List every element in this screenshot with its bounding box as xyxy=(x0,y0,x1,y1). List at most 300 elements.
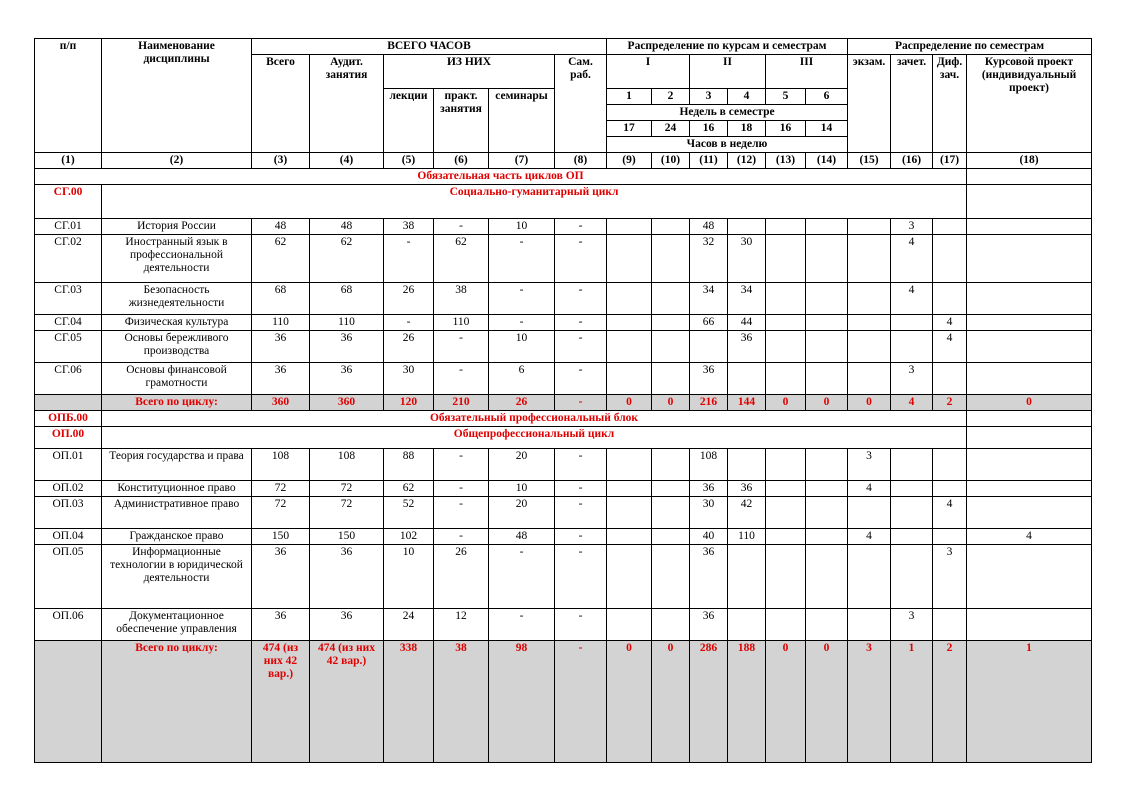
header-weeks-3: 16 xyxy=(690,121,728,137)
discipline-name: Теория государства и права xyxy=(102,449,252,481)
cycle-total-value: 0 xyxy=(607,641,652,763)
discipline-name: Административное право xyxy=(102,497,252,529)
column-number: (7) xyxy=(489,153,555,169)
hours-cell xyxy=(607,363,652,395)
discipline-name: Иностранный язык в профессиональной деятельности xyxy=(102,235,252,283)
hours-cell xyxy=(933,449,967,481)
header-total: Всего xyxy=(252,55,310,153)
hours-cell: 4 xyxy=(891,283,933,315)
hours-cell: - xyxy=(555,609,607,641)
hours-cell: 3 xyxy=(891,219,933,235)
hours-cell: 72 xyxy=(310,497,384,529)
hours-cell: 36 xyxy=(252,363,310,395)
cycle-total-value: 144 xyxy=(728,395,766,411)
hours-cell: 42 xyxy=(728,497,766,529)
header-hours-per-week: Часов в неделю xyxy=(607,137,848,153)
hours-cell: - xyxy=(434,363,489,395)
header-weeks-6: 14 xyxy=(806,121,848,137)
header-semester-5: 5 xyxy=(766,89,806,105)
cycle-total-value: 474 (из них 42 вар.) xyxy=(310,641,384,763)
hours-cell xyxy=(652,283,690,315)
hours-cell xyxy=(766,315,806,331)
cycle-total-value: 0 xyxy=(806,641,848,763)
hours-cell: - xyxy=(555,331,607,363)
hours-cell: - xyxy=(555,545,607,609)
hours-cell: 10 xyxy=(489,219,555,235)
hours-cell: - xyxy=(434,449,489,481)
hours-cell: 102 xyxy=(384,529,434,545)
hours-cell xyxy=(607,529,652,545)
header-semester-distribution: Распределение по семестрам xyxy=(848,39,1092,55)
hours-cell xyxy=(848,545,891,609)
sg-cycle-code: СГ.00 xyxy=(35,185,102,219)
hours-cell xyxy=(848,609,891,641)
table-row xyxy=(35,545,1092,609)
cycle-total-value: 0 xyxy=(967,395,1092,411)
hours-cell: - xyxy=(489,235,555,283)
discipline-code: СГ.03 xyxy=(35,283,102,315)
table-row xyxy=(35,481,1092,497)
header-weeks-4: 18 xyxy=(728,121,766,137)
column-number: (18) xyxy=(967,153,1092,169)
hours-cell xyxy=(607,545,652,609)
hours-cell xyxy=(766,235,806,283)
header-semester-1: 1 xyxy=(607,89,652,105)
discipline-code: СГ.04 xyxy=(35,315,102,331)
header-semester-2: 2 xyxy=(652,89,690,105)
column-number: (11) xyxy=(690,153,728,169)
header-self-work: Сам. раб. xyxy=(555,55,607,153)
hours-cell xyxy=(607,497,652,529)
hours-cell: - xyxy=(555,283,607,315)
hours-cell: 36 xyxy=(690,481,728,497)
column-number: (5) xyxy=(384,153,434,169)
table-row xyxy=(35,609,1092,641)
cycle-total-value: 3 xyxy=(848,641,891,763)
hours-cell: - xyxy=(555,363,607,395)
hours-cell xyxy=(891,315,933,331)
hours-cell xyxy=(652,449,690,481)
hours-cell: - xyxy=(555,529,607,545)
hours-cell: 4 xyxy=(891,235,933,283)
cycle-total-row xyxy=(35,641,1092,763)
cycle-total-value: 120 xyxy=(384,395,434,411)
cycle-total-value xyxy=(35,641,102,763)
hours-cell xyxy=(967,449,1092,481)
discipline-name: Конституционное право xyxy=(102,481,252,497)
cycle-total-value: - xyxy=(555,395,607,411)
hours-cell: 20 xyxy=(489,449,555,481)
hours-cell xyxy=(848,331,891,363)
hours-cell xyxy=(766,363,806,395)
hours-cell: - xyxy=(489,545,555,609)
discipline-code: ОП.01 xyxy=(35,449,102,481)
section-mandatory-title: Обязательная часть циклов ОП xyxy=(35,169,967,185)
hours-cell xyxy=(933,235,967,283)
header-dif-credit: Диф. зач. xyxy=(933,55,967,153)
hours-cell: 36 xyxy=(252,609,310,641)
hours-cell: - xyxy=(555,315,607,331)
cycle-total-value: 216 xyxy=(690,395,728,411)
hours-cell: 34 xyxy=(728,283,766,315)
hours-cell: 12 xyxy=(434,609,489,641)
header-auditory: Аудит. занятия xyxy=(310,55,384,153)
hours-cell: 32 xyxy=(690,235,728,283)
header-num: п/п xyxy=(35,39,102,153)
cycle-total-value: 98 xyxy=(489,641,555,763)
hours-cell xyxy=(806,219,848,235)
table-row xyxy=(35,529,1092,545)
hours-cell: 62 xyxy=(434,235,489,283)
hours-cell: 88 xyxy=(384,449,434,481)
cycle-total-value: 210 xyxy=(434,395,489,411)
hours-cell: 68 xyxy=(252,283,310,315)
hours-cell: 10 xyxy=(384,545,434,609)
cycle-total-value: 360 xyxy=(310,395,384,411)
header-course-project: Курсовой проект (индивидуальный проект) xyxy=(967,55,1092,153)
hours-cell xyxy=(607,449,652,481)
hours-cell xyxy=(607,331,652,363)
cycle-total-value: 0 xyxy=(652,641,690,763)
hours-cell: 62 xyxy=(252,235,310,283)
discipline-name: Документационное обеспечение управления xyxy=(102,609,252,641)
hours-cell xyxy=(933,219,967,235)
column-numbers-row xyxy=(35,153,1092,169)
hours-cell: 48 xyxy=(310,219,384,235)
hours-cell: - xyxy=(489,283,555,315)
hours-cell xyxy=(967,315,1092,331)
hours-cell xyxy=(728,449,766,481)
cycle-total-value: 474 (из них 42 вар.) xyxy=(252,641,310,763)
hours-cell: 4 xyxy=(933,315,967,331)
hours-cell xyxy=(728,219,766,235)
cycle-total-value: 0 xyxy=(848,395,891,411)
hours-cell xyxy=(967,363,1092,395)
header-semester-4: 4 xyxy=(728,89,766,105)
hours-cell xyxy=(652,545,690,609)
hours-cell: - xyxy=(555,449,607,481)
discipline-name: Безопасность жизнедеятельности xyxy=(102,283,252,315)
header-weeks-label: Недель в семестре xyxy=(607,105,848,121)
cycle-total-row xyxy=(35,395,1092,411)
hours-cell: 72 xyxy=(252,497,310,529)
cycle-total-value: 0 xyxy=(607,395,652,411)
hours-cell xyxy=(652,235,690,283)
hours-cell: - xyxy=(434,497,489,529)
hours-cell xyxy=(967,545,1092,609)
cycle-total-value xyxy=(35,395,102,411)
hours-cell: 3 xyxy=(891,609,933,641)
cycle-total-value: 2 xyxy=(933,395,967,411)
hours-cell xyxy=(967,219,1092,235)
header-course-3: III xyxy=(766,55,848,89)
hours-cell: - xyxy=(384,235,434,283)
hours-cell xyxy=(728,363,766,395)
cycle-total-value: 0 xyxy=(806,395,848,411)
hours-cell: 48 xyxy=(252,219,310,235)
hours-cell xyxy=(806,283,848,315)
sg-cycle-title: Социально-гуманитарный цикл xyxy=(102,185,967,219)
hours-cell xyxy=(766,529,806,545)
hours-cell: 3 xyxy=(891,363,933,395)
hours-cell: 62 xyxy=(384,481,434,497)
hours-cell: 26 xyxy=(384,283,434,315)
cycle-total-label: Всего по циклу: xyxy=(102,395,252,411)
hours-cell: 108 xyxy=(690,449,728,481)
hours-cell xyxy=(891,449,933,481)
hours-cell: 110 xyxy=(252,315,310,331)
hours-cell: 3 xyxy=(933,545,967,609)
hours-cell: 4 xyxy=(848,529,891,545)
discipline-name: Гражданское право xyxy=(102,529,252,545)
hours-cell: 108 xyxy=(252,449,310,481)
column-number: (3) xyxy=(252,153,310,169)
hours-cell: - xyxy=(555,481,607,497)
column-number: (15) xyxy=(848,153,891,169)
hours-cell: - xyxy=(555,497,607,529)
hours-cell xyxy=(806,363,848,395)
hours-cell: 24 xyxy=(384,609,434,641)
hours-cell: 36 xyxy=(690,545,728,609)
cycle-total-value: 26 xyxy=(489,395,555,411)
discipline-name: Физическая культура xyxy=(102,315,252,331)
hours-cell xyxy=(607,283,652,315)
cycle-total-value: 1 xyxy=(891,641,933,763)
hours-cell xyxy=(891,545,933,609)
hours-cell: 110 xyxy=(434,315,489,331)
hours-cell: 108 xyxy=(310,449,384,481)
hours-cell xyxy=(766,331,806,363)
cycle-total-value: 4 xyxy=(891,395,933,411)
hours-cell: 52 xyxy=(384,497,434,529)
discipline-code: ОП.04 xyxy=(35,529,102,545)
hours-cell: 150 xyxy=(310,529,384,545)
hours-cell xyxy=(933,481,967,497)
hours-cell: - xyxy=(434,481,489,497)
header-credit: зачет. xyxy=(891,55,933,153)
hours-cell: 48 xyxy=(489,529,555,545)
hours-cell xyxy=(806,449,848,481)
hours-cell: - xyxy=(384,315,434,331)
hours-cell: 26 xyxy=(384,331,434,363)
hours-cell xyxy=(652,529,690,545)
column-number: (9) xyxy=(607,153,652,169)
hours-cell xyxy=(806,315,848,331)
hours-cell: 30 xyxy=(384,363,434,395)
hours-cell: 72 xyxy=(310,481,384,497)
hours-cell xyxy=(967,283,1092,315)
hours-cell: 62 xyxy=(310,235,384,283)
hours-cell xyxy=(967,331,1092,363)
hours-cell xyxy=(848,283,891,315)
hours-cell: 30 xyxy=(690,497,728,529)
hours-cell: 36 xyxy=(728,481,766,497)
hours-cell xyxy=(766,219,806,235)
hours-cell: - xyxy=(434,529,489,545)
hours-cell xyxy=(607,481,652,497)
hours-cell xyxy=(848,363,891,395)
discipline-code: СГ.06 xyxy=(35,363,102,395)
cycle-total-value: 360 xyxy=(252,395,310,411)
hours-cell xyxy=(607,219,652,235)
hours-cell: 36 xyxy=(310,545,384,609)
hours-cell xyxy=(806,235,848,283)
hours-cell xyxy=(891,331,933,363)
hours-cell: - xyxy=(434,331,489,363)
discipline-code: ОП.05 xyxy=(35,545,102,609)
discipline-name: История России xyxy=(102,219,252,235)
cycle-total-value: 0 xyxy=(766,395,806,411)
hours-cell xyxy=(607,235,652,283)
cycle-total-value: 38 xyxy=(434,641,489,763)
hours-cell: 38 xyxy=(384,219,434,235)
hours-cell xyxy=(806,529,848,545)
hours-cell: 36 xyxy=(690,609,728,641)
hours-cell: 150 xyxy=(252,529,310,545)
header-course-distribution: Распределение по курсам и семестрам xyxy=(607,39,848,55)
hours-cell xyxy=(891,529,933,545)
hours-cell xyxy=(652,219,690,235)
header-exam: экзам. xyxy=(848,55,891,153)
discipline-name: Основы бережливого производства xyxy=(102,331,252,363)
column-number: (8) xyxy=(555,153,607,169)
hours-cell xyxy=(652,609,690,641)
table-row xyxy=(35,219,1092,235)
hours-cell: 3 xyxy=(848,449,891,481)
hours-cell: 4 xyxy=(933,331,967,363)
hours-cell xyxy=(891,481,933,497)
hours-cell xyxy=(652,363,690,395)
cycle-total-value: - xyxy=(555,641,607,763)
header-weeks-2: 24 xyxy=(652,121,690,137)
discipline-code: ОП.02 xyxy=(35,481,102,497)
hours-cell: 36 xyxy=(252,331,310,363)
hours-cell xyxy=(652,481,690,497)
hours-cell xyxy=(967,609,1092,641)
hours-cell: 4 xyxy=(848,481,891,497)
hours-cell: 38 xyxy=(434,283,489,315)
hours-cell xyxy=(933,609,967,641)
column-number: (10) xyxy=(652,153,690,169)
hours-cell xyxy=(848,219,891,235)
hours-cell xyxy=(766,283,806,315)
cycle-total-value: 2 xyxy=(933,641,967,763)
header-semester-6: 6 xyxy=(806,89,848,105)
hours-cell xyxy=(806,609,848,641)
op-cycle-title: Общепрофессиональный цикл xyxy=(102,427,967,449)
discipline-name: Информационные технологии в юридической деятельности xyxy=(102,545,252,609)
hours-cell xyxy=(728,609,766,641)
curriculum-table xyxy=(34,38,1092,763)
hours-cell xyxy=(933,529,967,545)
hours-cell: 30 xyxy=(728,235,766,283)
hours-cell xyxy=(806,331,848,363)
hours-cell: 4 xyxy=(933,497,967,529)
cycle-total-value: 0 xyxy=(766,641,806,763)
hours-cell xyxy=(690,331,728,363)
column-number: (16) xyxy=(891,153,933,169)
table-row xyxy=(35,315,1092,331)
header-course-1: I xyxy=(607,55,690,89)
hours-cell: 10 xyxy=(489,481,555,497)
discipline-code: ОП.06 xyxy=(35,609,102,641)
header-seminars: семинары xyxy=(489,89,555,153)
hours-cell: 66 xyxy=(690,315,728,331)
hours-cell xyxy=(652,315,690,331)
hours-cell: 36 xyxy=(310,609,384,641)
hours-cell xyxy=(891,497,933,529)
header-of-them: ИЗ НИХ xyxy=(384,55,555,89)
discipline-code: СГ.02 xyxy=(35,235,102,283)
cycle-total-label: Всего по циклу: xyxy=(102,641,252,763)
hours-cell: 6 xyxy=(489,363,555,395)
table-row xyxy=(35,283,1092,315)
hours-cell: - xyxy=(434,219,489,235)
cycle-total-value: 338 xyxy=(384,641,434,763)
opb-title: Обязательный профессиональный блок xyxy=(102,411,967,427)
op-cycle-code: ОП.00 xyxy=(35,427,102,449)
hours-cell: 48 xyxy=(690,219,728,235)
discipline-code: ОП.03 xyxy=(35,497,102,529)
hours-cell: 26 xyxy=(434,545,489,609)
column-number: (12) xyxy=(728,153,766,169)
discipline-name: Основы финансовой грамотности xyxy=(102,363,252,395)
discipline-code: СГ.05 xyxy=(35,331,102,363)
hours-cell: - xyxy=(555,219,607,235)
table-row xyxy=(35,449,1092,481)
hours-cell: 4 xyxy=(967,529,1092,545)
hours-cell: 10 xyxy=(489,331,555,363)
table-row xyxy=(35,363,1092,395)
discipline-code: СГ.01 xyxy=(35,219,102,235)
table-row xyxy=(35,235,1092,283)
column-number: (2) xyxy=(102,153,252,169)
cycle-total-value: 286 xyxy=(690,641,728,763)
hours-cell: 72 xyxy=(252,481,310,497)
column-number: (17) xyxy=(933,153,967,169)
header-lectures: лекции xyxy=(384,89,434,153)
hours-cell xyxy=(806,497,848,529)
hours-cell xyxy=(766,481,806,497)
hours-cell xyxy=(967,481,1092,497)
table-row xyxy=(35,497,1092,529)
hours-cell xyxy=(933,363,967,395)
header-discipline-name: Наименование дисциплины xyxy=(102,39,252,153)
hours-cell xyxy=(766,449,806,481)
hours-cell: 110 xyxy=(310,315,384,331)
hours-cell: - xyxy=(555,235,607,283)
hours-cell xyxy=(766,609,806,641)
hours-cell xyxy=(652,497,690,529)
hours-cell: 44 xyxy=(728,315,766,331)
opb-code: ОПБ.00 xyxy=(35,411,102,427)
hours-cell: - xyxy=(489,609,555,641)
hours-cell: 36 xyxy=(310,331,384,363)
hours-cell: 36 xyxy=(728,331,766,363)
table-row xyxy=(35,331,1092,363)
hours-cell xyxy=(933,283,967,315)
hours-cell xyxy=(806,481,848,497)
hours-cell xyxy=(607,609,652,641)
column-number: (6) xyxy=(434,153,489,169)
header-weeks-5: 16 xyxy=(766,121,806,137)
hours-cell xyxy=(848,235,891,283)
hours-cell: 36 xyxy=(252,545,310,609)
hours-cell xyxy=(848,497,891,529)
column-number: (4) xyxy=(310,153,384,169)
hours-cell: 34 xyxy=(690,283,728,315)
hours-cell: - xyxy=(489,315,555,331)
